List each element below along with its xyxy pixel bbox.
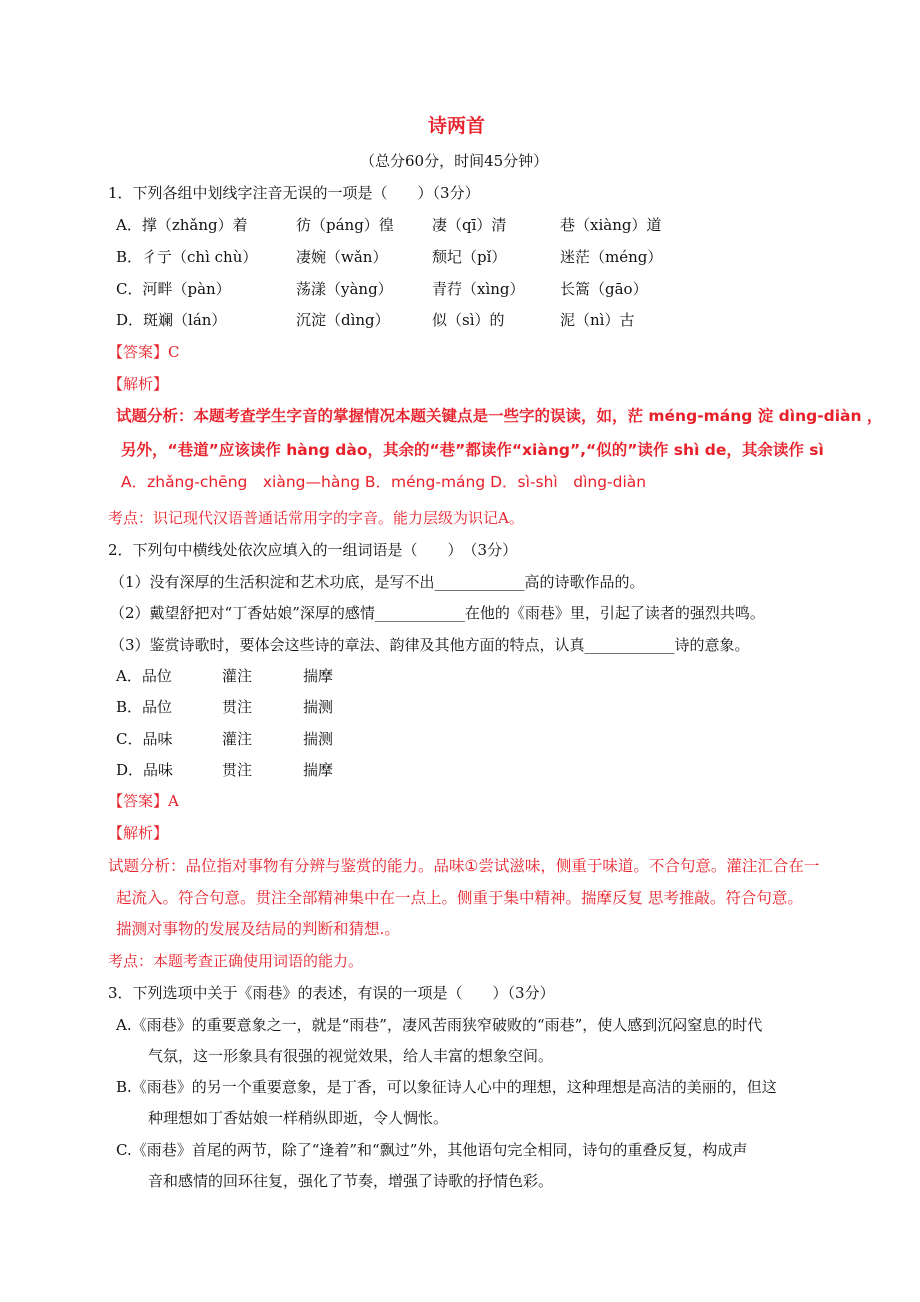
q2-sentence: （1）没有深厚的生活积淀和艺术功底，是写不出____________高的诗歌作品的。 xyxy=(110,573,645,591)
q1-option-cell: 似（sì）的 xyxy=(432,311,505,329)
doc-title: 诗两首 xyxy=(428,115,486,137)
q1-option-cell: 巷（xiàng）道 xyxy=(560,216,662,234)
q3-option-c: C.《雨巷》首尾的两节，除了“逢着”和“飘过”外，其他语句完全相同，诗句的重叠反复，构成声 xyxy=(116,1141,748,1159)
q2-stem: 2．下列句中横线处依次应填入的一组词语是（ ） （3分） xyxy=(108,541,518,559)
q2-option-cell: C．品味 xyxy=(116,730,173,748)
q2-option-cell: 贯注 xyxy=(222,761,253,779)
q2-option-cell: 揣摩 xyxy=(303,761,334,779)
q1-analysis-line: 另外，“巷道”应该读作 hàng dào，其余的“巷”都读作“xiàng”,“似的”读作 shì de，其余读作 sì xyxy=(121,441,824,459)
q3-stem: 3．下列选项中关于《雨巷》的表述，有误的一项是（ ）（3分） xyxy=(108,984,555,1002)
q1-option-cell: C．河畔（pàn） xyxy=(116,280,231,298)
q2-option-cell: A．品位 xyxy=(116,667,172,685)
q1-option-cell: 青荇（xìng） xyxy=(432,280,525,298)
q2-analysis-line: 试题分析：品位指对事物有分辨与鉴赏的能力。品味①尝试滋味，侧重于味道。不合句意。灌注汇合在一 xyxy=(108,857,820,875)
q2-option-cell: 揣测 xyxy=(303,698,334,716)
q2-sentence: （3）鉴赏诗歌时，要体会这些诗的章法、韵律及其他方面的特点，认真____________诗的意象。 xyxy=(110,636,750,654)
q1-answer: 【答案】C xyxy=(108,343,180,361)
q2-option-cell: 揣摩 xyxy=(303,667,334,685)
q2-analysis-line: 起流入。符合句意。贯注全部精神集中在一点上。侧重于集中精神。揣摩反复 思考推敲。符合句意。 xyxy=(116,889,803,907)
q1-analysis-label: 【解析】 xyxy=(108,375,169,393)
q2-analysis-line: 揣测对事物的发展及结局的判断和猜想.。 xyxy=(116,920,400,938)
q1-option-cell: 荡漾（yàng） xyxy=(296,280,393,298)
q1-analysis-line: A．zhǎng-chēng xiàng—hàng B．méng-máng D．sì-shì dìng-diàn xyxy=(121,473,647,491)
q1-option-cell: 凄婉（wǎn） xyxy=(296,248,388,266)
q2-kaodian: 考点：本题考查正确使用词语的能力。 xyxy=(108,952,364,970)
q2-option-cell: 灌注 xyxy=(222,667,253,685)
q2-option-cell: 揣测 xyxy=(303,730,334,748)
doc-subtitle: （总分60分，时间45分钟） xyxy=(360,152,549,170)
q2-option-cell: D．品味 xyxy=(116,761,174,779)
q1-analysis-line: 试题分析：本题考查学生字音的掌握情况本题关键点是一些字的误读，如，茫 méng-máng 淀 dìng-diàn ， xyxy=(116,407,883,425)
q3-option-b: B.《雨巷》的另一个重要意象，是丁香，可以象征诗人心中的理想，这种理想是高洁的美丽的，但这 xyxy=(116,1078,777,1096)
q2-option-cell: 灌注 xyxy=(222,730,253,748)
q2-analysis-label: 【解析】 xyxy=(108,824,169,842)
q1-option-cell: 长篙（gāo） xyxy=(560,280,648,298)
q1-option-cell: A．撑（zhǎng）着 xyxy=(116,216,248,234)
q3-option-c-cont: 音和感情的回环往复，强化了节奏，增强了诗歌的抒情色彩。 xyxy=(148,1172,554,1190)
q1-option-cell: 彷（páng）徨 xyxy=(296,216,394,234)
q1-option-cell: 沉淀（dìng） xyxy=(296,311,390,329)
q3-option-b-cont: 种理想如丁香姑娘一样稍纵即逝，令人惆怅。 xyxy=(148,1109,449,1127)
q1-option-cell: 泥（nì）古 xyxy=(560,311,635,329)
q3-option-a-cont: 气氛，这一形象具有很强的视觉效果，给人丰富的想象空间。 xyxy=(148,1047,554,1065)
q2-sentence: （2）戴望舒把对“丁香姑娘”深厚的感情____________在他的《雨巷》里，引起了读者的强烈共鸣。 xyxy=(110,604,765,622)
q2-option-cell: 贯注 xyxy=(222,698,253,716)
q1-option-cell: 颓圮（pǐ） xyxy=(432,248,507,266)
q1-option-cell: 凄（qī）清 xyxy=(432,216,507,234)
q1-option-cell: D．斑斓（lán） xyxy=(116,311,227,329)
q1-option-cell: 迷茫（méng） xyxy=(560,248,663,266)
q1-option-cell: B．彳亍（chì chù） xyxy=(116,248,258,266)
q2-answer: 【答案】A xyxy=(108,792,179,810)
q1-kaodian: 考点：识记现代汉语普通话常用字的字音。能力层级为识记A。 xyxy=(108,509,524,527)
q1-stem: 1．下列各组中划线字注音无误的一项是（ ）（3分） xyxy=(108,184,480,202)
q2-option-cell: B．品位 xyxy=(116,698,173,716)
q3-option-a: A.《雨巷》的重要意象之一，就是“雨巷”，凄风苦雨狭窄破败的“雨巷”，使人感到沉闷窒息的时代 xyxy=(116,1016,763,1034)
